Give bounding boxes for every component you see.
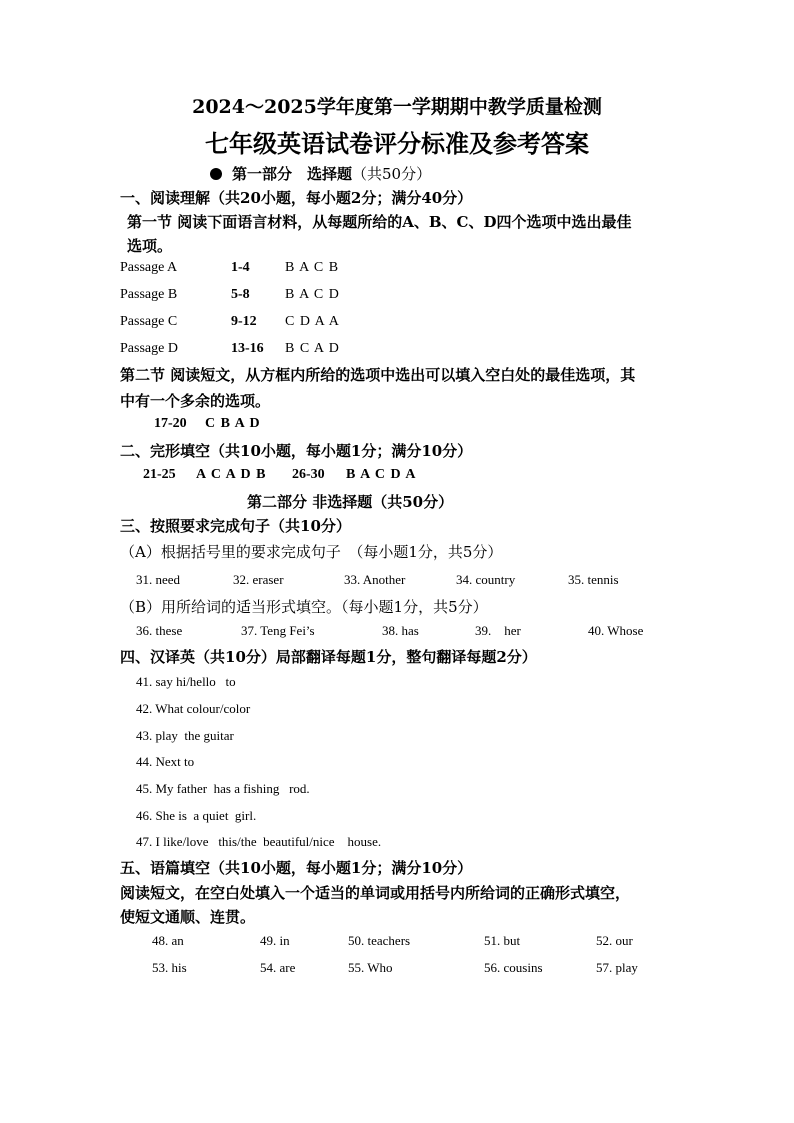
answer-43: 43. play the guitar [136, 728, 234, 743]
bullet-icon [210, 168, 222, 180]
section3-b-title: （B）用所给词的适当形式填空。（每小题1分，共5分） [120, 598, 488, 616]
answer-54: 54. are [260, 960, 296, 975]
part2-heading: 第二部分 非选择题（共50分） [247, 493, 454, 511]
passage-b-answers: B A C D [285, 287, 340, 302]
answer-52: 52. our [596, 933, 633, 948]
passage-c-range: 9-12 [231, 314, 257, 329]
passage-a-answers: B A C B [285, 260, 340, 275]
answer-31: 31. need [136, 572, 181, 587]
passage-d-range: 13-16 [231, 341, 264, 356]
section4-title-note: 局部翻译每题1分，整句翻译每题2分） [275, 648, 537, 666]
passage-b-label: Passage B [120, 287, 178, 302]
cloze-range-2: 26-30 [292, 467, 325, 482]
answer-36: 36. these [136, 623, 183, 638]
passage-c-answers: C D A A [285, 314, 340, 329]
passage-d-label: Passage D [120, 341, 178, 356]
part1-heading-text: 第一部分 选择题 [232, 165, 353, 183]
answer-37: 37. Teng Fei’s [241, 623, 315, 638]
answer-42: 42. What colour/color [136, 701, 251, 716]
answer-32: 32. eraser [233, 572, 284, 587]
passage-c-label: Passage C [120, 314, 178, 329]
answer-35: 35. tennis [568, 572, 619, 587]
section1-sub1-line2: 选项。 [127, 237, 173, 255]
answer-34: 34. country [456, 572, 516, 587]
passage-b-range: 5-8 [231, 287, 250, 302]
cloze-answers-1: A C A D B [196, 467, 267, 482]
section5-title: 五、语篇填空（共10小题，每小题1分；满分10分） [120, 859, 473, 877]
answer-48: 48. an [152, 933, 184, 948]
section4-title-main: 四、汉译英（共10分） [120, 648, 276, 666]
answer-51: 51. but [484, 933, 521, 948]
answer-46: 46. She is a quiet girl. [136, 808, 257, 823]
passage-d-answers: B C A D [285, 341, 340, 356]
answer-50: 50. teachers [348, 933, 411, 948]
answer-39: 39. her [475, 623, 521, 638]
cloze-answers-2: B A C D A [346, 467, 417, 482]
answer-45: 45. My father has a fishing rod. [136, 781, 310, 796]
answer-40: 40. Whose [588, 623, 644, 638]
section1-title: 一、阅读理解（共20小题，每小题2分；满分40分） [120, 189, 473, 207]
answer-56: 56. cousins [484, 960, 543, 975]
sub2-range: 17-20 [154, 416, 187, 431]
answer-55: 55. Who [348, 960, 393, 975]
cloze-range-1: 21-25 [143, 467, 176, 482]
answer-38: 38. has [382, 623, 419, 638]
section1-sub2-line2: 中有一个多余的选项。 [120, 392, 271, 410]
answer-44: 44. Next to [136, 754, 195, 769]
section5-desc-line2: 使短文通顺、连贯。 [120, 908, 256, 926]
answer-41: 41. say hi/hello to [136, 674, 236, 689]
part1-score: （共50分） [352, 165, 432, 183]
section1-sub1-line1: 第一节 阅读下面语言材料，从每题所给的A、B、C、D四个选项中选出最佳 [127, 213, 632, 231]
passage-a-range: 1-4 [231, 260, 250, 275]
answer-53: 53. his [152, 960, 187, 975]
section5-desc-line1: 阅读短文，在空白处填入一个适当的单词或用括号内所给词的正确形式填空， [120, 884, 631, 902]
answer-57: 57. play [596, 960, 638, 975]
section3-a-title: （A）根据括号里的要求完成句子 （每小题1分，共5分） [120, 543, 503, 561]
answer-49: 49. in [260, 933, 290, 948]
part1-heading [210, 163, 431, 184]
answer-33: 33. Another [344, 572, 406, 587]
answer-47: 47. I like/love this/the beautiful/nice house. [136, 834, 382, 849]
passage-a-label: Passage A [120, 260, 178, 275]
exam-title: 2024～2025学年度第一学期期中教学质量检测 [192, 96, 602, 118]
section3-title: 三、按照要求完成句子（共10分） [120, 517, 351, 535]
section2-title: 二、完形填空（共10小题，每小题1分；满分10分） [120, 442, 473, 460]
section1-sub2-line1: 第二节 阅读短文，从方框内所给的选项中选出可以填入空白处的最佳选项，其 [120, 366, 636, 384]
sub2-answers: C B A D [205, 416, 261, 431]
section4-title [120, 646, 537, 667]
answer-key-title: 七年级英语试卷评分标准及参考答案 [205, 129, 589, 158]
